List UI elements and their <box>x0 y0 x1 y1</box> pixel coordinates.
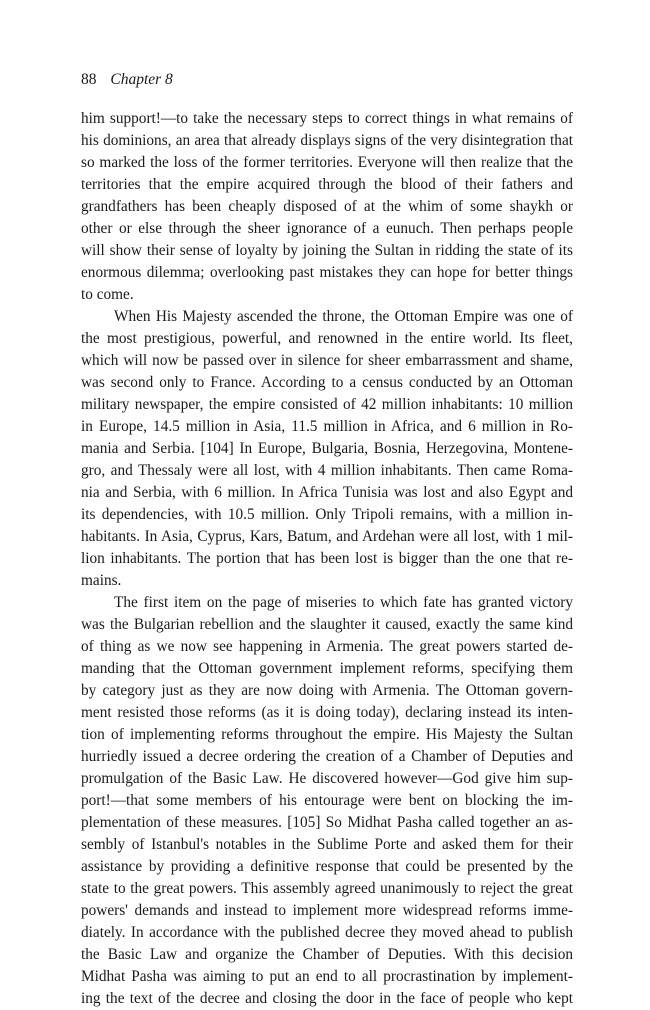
text-line: ment resisted those reforms (as it is doing today), declaring instead its inten- <box>81 704 573 721</box>
body-text <box>81 108 573 1010</box>
text-line: mania and Serbia. [104] In Europe, Bulgaria, Bosnia, Herzegovina, Montene- <box>81 440 573 457</box>
text-line: was second only to France. According to a census conducted by an Ottoman <box>81 374 573 391</box>
text-line: which will now be passed over in silence for sheer embarrassment and shame, <box>81 352 573 369</box>
text-line: sembly of Istanbul's notables in the Sublime Porte and asked them for their <box>81 836 573 853</box>
text-line: diately. In accordance with the published decree they moved ahead to publish <box>81 924 573 941</box>
text-line: Midhat Pasha was aiming to put an end to all procrastination by implement- <box>81 968 573 985</box>
text-line: manding that the Ottoman government implement reforms, specifying them <box>81 660 573 677</box>
book-page <box>81 70 573 1010</box>
text-line: powers' demands and instead to implement more widespread reforms imme- <box>81 902 573 919</box>
text-line: so marked the loss of the former territories. Everyone will then realize that the <box>81 154 573 171</box>
text-line: was the Bulgarian rebellion and the slaughter it caused, exactly the same kind <box>81 616 573 633</box>
text-line: of thing as we now see happening in Armenia. The great powers started de- <box>81 638 573 655</box>
page-number: 88 <box>81 71 97 88</box>
text-line: its dependencies, with 10.5 million. Only Tripoli remains, with a million in- <box>81 506 573 523</box>
text-line: other or else through the sheer ignorance of a eunuch. Then perhaps people <box>81 220 573 237</box>
text-line: assistance by providing a definitive response that could be presented by the <box>81 858 573 875</box>
text-line: his dominions, an area that already displays signs of the very disintegration that <box>81 132 573 149</box>
text-line: to come. <box>81 286 134 303</box>
text-line: grandfathers has been cheaply disposed of at the whim of some shaykh or <box>81 198 573 215</box>
text-line: territories that the empire acquired through the blood of their fathers and <box>81 176 573 193</box>
text-line: habitants. In Asia, Cyprus, Kars, Batum, and Ardehan were all lost, with 1 mil- <box>81 528 573 545</box>
text-line: promulgation of the Basic Law. He discovered however—God give him sup- <box>81 770 573 787</box>
text-line: him support!—to take the necessary steps to correct things in what remains of <box>81 110 573 127</box>
text-line: ing the text of the decree and closing the door in the face of people who kept <box>81 990 573 1007</box>
text-line: will show their sense of loyalty by joining the Sultan in ridding the state of its <box>81 242 573 259</box>
text-line: the most prestigious, powerful, and renowned in the entire world. Its fleet, <box>81 330 573 347</box>
text-line: by category just as they are now doing with Armenia. The Ottoman govern- <box>81 682 573 699</box>
text-line: enormous dilemma; overlooking past mistakes they can hope for better things <box>81 264 573 281</box>
paragraph <box>81 592 573 1010</box>
text-line: lion inhabitants. The portion that has been lost is bigger than the one that re- <box>81 550 573 567</box>
paragraph <box>81 306 573 592</box>
text-line: mains. <box>81 572 122 589</box>
text-line: military newspaper, the empire consisted of 42 million inhabitants: 10 million <box>81 396 573 413</box>
chapter-title: Chapter 8 <box>110 71 173 88</box>
paragraph <box>81 108 573 306</box>
text-line: the Basic Law and organize the Chamber of Deputies. With this decision <box>81 946 573 963</box>
text-line: state to the great powers. This assembly agreed unanimously to reject the great <box>81 880 573 897</box>
text-line: The first item on the page of miseries to which fate has granted victory <box>114 594 573 611</box>
text-line: tion of implementing reforms throughout the empire. His Majesty the Sultan <box>81 726 573 743</box>
text-line: plementation of these measures. [105] So Midhat Pasha called together an as- <box>81 814 573 831</box>
running-head <box>81 70 573 90</box>
text-line: port!—that some members of his entourage were bent on blocking the im- <box>81 792 573 809</box>
text-line: When His Majesty ascended the throne, the Ottoman Empire was one of <box>114 308 573 325</box>
text-line: gro, and Thessaly were all lost, with 4 million inhabitants. Then came Roma- <box>81 462 573 479</box>
text-line: hurriedly issued a decree ordering the creation of a Chamber of Deputies and <box>81 748 573 765</box>
text-line: in Europe, 14.5 million in Asia, 11.5 million in Africa, and 6 million in Ro- <box>81 418 573 435</box>
text-line: nia and Serbia, with 6 million. In Africa Tunisia was lost and also Egypt and <box>81 484 573 501</box>
